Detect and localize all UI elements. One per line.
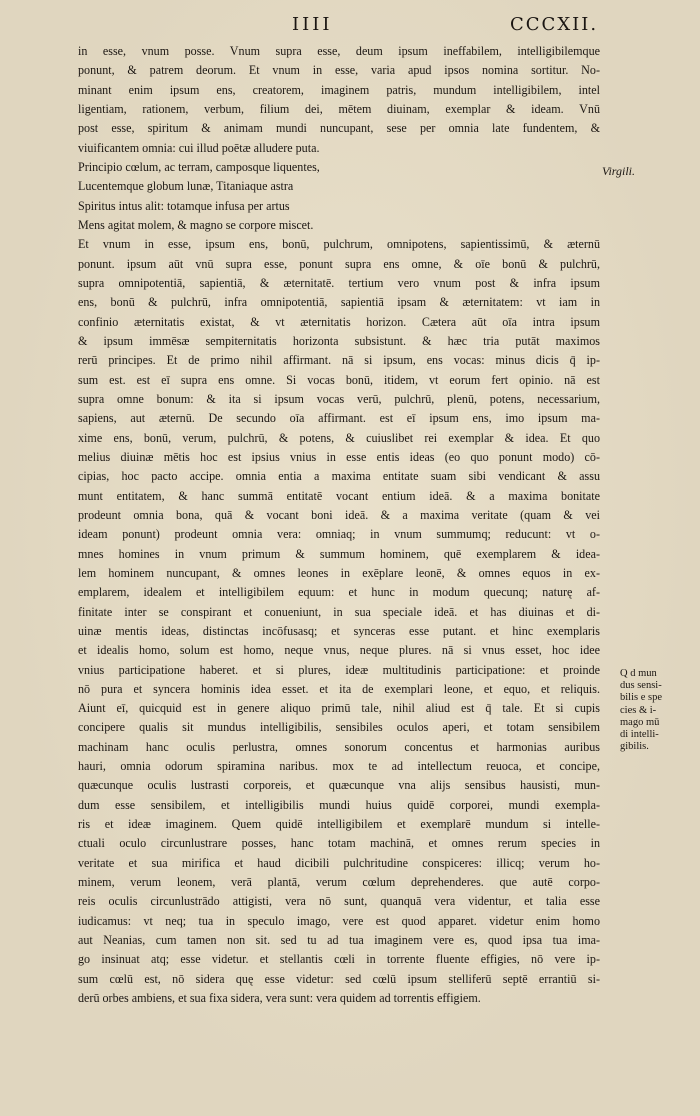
margin-note-line: bilis e spe — [620, 692, 662, 704]
text-line: nō pura et syncera hominis idea esset. et ita de exemplari leone, et equo, et reliquis. — [78, 681, 600, 696]
text-line: Lucentemque globum lunæ, Titaniaque astra — [78, 179, 294, 194]
text-line: confinio æternitatis existat, & vt æternitatis horizon. Cætera aūt oīa intra ipsum — [78, 314, 600, 329]
text-line: aut Neanias, cum tamen non sit. sed tu ad tua imaginem vere es, quod ipsa tua ima- — [78, 933, 600, 948]
text-line: machinam hanc oculis perlustra, omnes sonorum concentus et harmonias auribus — [78, 739, 600, 754]
text-line: iudicamus: vt neq; tua in speculo imago, vere est quod apparet. videtur enim homo — [78, 913, 600, 928]
text-line: Principio cœlum, ac terram, camposque liquentes, — [78, 159, 320, 174]
text-line: cipias, hoc pacto accipe. omnia entia a maxima entitate suam sibi vendicant & assu — [78, 469, 600, 484]
page-header — [0, 14, 700, 38]
gathering-mark: IIII — [292, 14, 333, 35]
text-line: in esse, vnum posse. Vnum supra esse, deum ipsum ineffabilem, intelligibilemque — [78, 44, 600, 58]
text-line: supra omne bonum: & ita si ipsum vocas verū, pulchrū, plenū, potens, necessarium, — [78, 391, 600, 406]
text-line: emplarem, idealem et intelligibilem equum: et hunc in modum quecunq; naturę af- — [78, 585, 600, 600]
text-line: veritate et sua mirifica et haud dicibili pulchritudine conspiceres: illicq; verum ho- — [78, 855, 600, 870]
text-line: ponunt, & patrem deorum. Et vnum in esse, varia apud ipsos nomina sortitur. No- — [78, 63, 600, 78]
text-line: mnes homines in vnum primum & summum hominem, quē exemplarem & idea- — [78, 546, 600, 561]
margin-note-mundus — [620, 668, 680, 753]
text-line: sum est. est eī supra ens omne. Si vocas bonū, itidem, vt eorum fert opinio. nā est — [78, 372, 600, 387]
text-line: quæcunque oculis lustrasti corporeis, et quæcunque vna alijs sensibus hausisti, mun- — [78, 778, 600, 793]
text-line: minem, verum leonem, verā plantā, verum cœlum deprehenderes. que autē corpo- — [78, 875, 600, 890]
text-line: vnius participatione haberet. et si plures, ideæ multitudinis participatione: et proinde — [78, 662, 600, 677]
margin-note-line: di intelli- — [620, 729, 659, 741]
text-line: ligentiam, rationem, verbum, filium dei, mētem diuinam, exemplar & ideam. Vnū — [78, 101, 600, 116]
text-line: & ipsum immēsæ sempiternitatis horizonta subsistunt. & hæc tria putāt maximos — [78, 333, 600, 348]
margin-note-line: cies & i- — [620, 704, 657, 716]
text-line: Et vnum in esse, ipsum ens, bonū, pulchrum, omnipotens, sapientissimū, & æternū — [78, 237, 600, 252]
margin-note-virgil: Virgili. — [602, 164, 635, 178]
margin-note-line: Q d mun — [620, 668, 657, 679]
text-line: post esse, spiritum & animam mundi nuncupant, sese per omnia late fundentem, & — [78, 121, 600, 136]
text-line: et idealis homo, solum est homo, neque vnus, neque plures. nā si vnus esset, hoc idee — [78, 643, 600, 658]
margin-note-line: mago mū — [620, 716, 660, 728]
text-line: concipere qualis sit mundus intelligibilis, sensibiles oculos aperi, et totam sensibilem — [78, 720, 600, 735]
text-line: supra omnipotentiā, sapientiā, & æternitatē. tertium vero vnum post & infra ipsum — [78, 275, 600, 290]
text-line: rerū principes. Et de primo nihil affirmant. nā si ipsum, ens vocas: minus dicis q̄ ip- — [78, 353, 600, 368]
text-line: derū orbes ambiens, et sua fixa sidera, vera sunt: vera quidem ad torrentis effigiem. — [78, 991, 481, 1006]
text-line: ctuali oculo circunlustrare posses, hanc totam machinā, et omnes rerum species in — [78, 836, 600, 851]
text-line: munt entitatem, & hanc summā entitatē vocant entium ideā. & a maxima bonitate — [78, 488, 600, 503]
text-line: ens, bonū & pulchrū, infra omnipotentiā, sapientiā ipsam & æternitatem: vt iam in — [78, 295, 600, 310]
text-line: ponunt. ipsum aūt vnū supra esse, ponunt supra ens omne, & oīe bonū & pulchrū, — [78, 256, 600, 271]
text-line: sapiens, aut æternū. De secundo oīa affirmant. est eī ipsum ens, imo ipsum ma- — [78, 411, 600, 426]
text-line: Spiritus intus alit: totamque infusa per artus — [78, 198, 290, 213]
text-line: go insinuat atq; esse videtur. et stellantis cœli in torrente fluente effigies, nō vere ip- — [78, 952, 600, 967]
text-line: dum esse sensibilem, et intelligibilis mundi huius quidē corporei, mundi exempla- — [78, 797, 600, 812]
text-line: ris et ideæ imaginem. Quem quidē intelligibilem et exemplarē mundum si intelle- — [78, 817, 600, 832]
text-line: lem hominem nuncupant, & omnes leones in exēplare leonē, & omnes equos in ex- — [78, 565, 600, 580]
text-line: prodeunt omnia bona, quā & vocant boni ideā. & a maxima veritate (quam & vei — [78, 507, 600, 522]
text-line: Mens agitat molem, & magno se corpore miscet. — [78, 217, 314, 232]
text-line: minant enim ipsum ens, creatorem, imaginem patris, mundum intelligibilem, intel — [78, 82, 600, 97]
text-line: ideam ponunt) prodeunt omnia vera: omniaq; in vnum summumq; reducunt: vt o- — [78, 527, 600, 542]
text-line: uinæ mentis ideas, distinctas incōfusasq; et synceras esse putant. et hinc exemplaris — [78, 623, 600, 638]
main-text — [78, 42, 600, 1008]
text-line: xime ens, bonū, verum, pulchrū, & potens, & cuiuslibet rei exemplar & idea. Et quo — [78, 430, 600, 445]
margin-note-line: dus sensi- — [620, 680, 662, 692]
folio-number: CCCXII. — [510, 14, 599, 35]
text-line: melius diuinæ mētis hoc est ipsius vnius in esse entis ideas (eo quo ponunt modo) cō- — [78, 449, 600, 464]
text-line: reis oculis circunlustrādo attigisti, vera nō sunt, quanquā vera videntur, et talia esse — [78, 894, 600, 909]
text-line: Aiunt eī, quicquid est in genere aliquo primū tale, nihil aliud est q̄ tale. Et si cupis — [78, 701, 600, 716]
text-line: finitate inter se conspirant et conueniunt, in sua speciale ideā. et has diuinas et di- — [78, 604, 600, 619]
text-line: sum cœlū est, nō sidera quę esse videtur: sed cœlū ipsum stelliferū septē errantiū si- — [78, 971, 600, 986]
text-line: hauri, omnia odorum spiramina naribus. mox te ad intellectum reuoca, et concipe, — [78, 759, 600, 774]
text-line: viuificantem omnia: cui illud poētæ alludere puta. — [78, 140, 320, 155]
margin-note-line: gibilis. — [620, 741, 649, 753]
